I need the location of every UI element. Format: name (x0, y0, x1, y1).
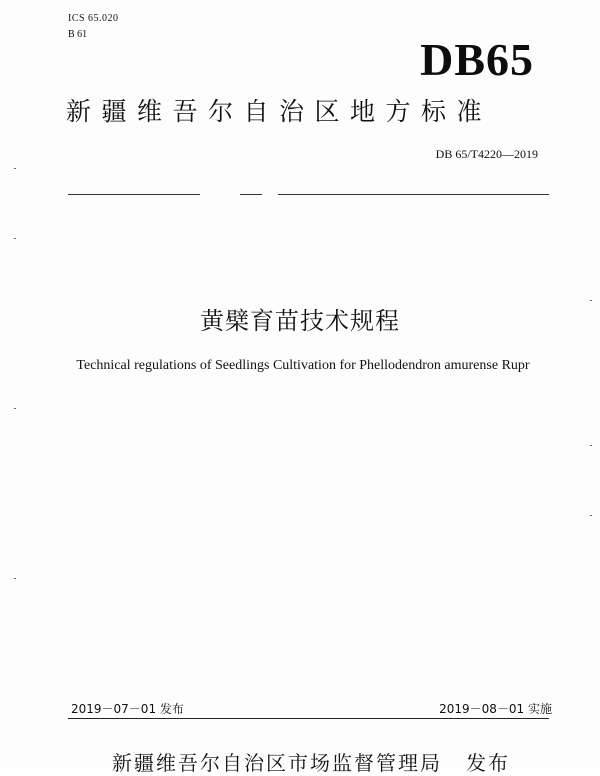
standard-number: DB 65/T4220—2019 (435, 147, 538, 161)
scan-artifact (590, 515, 592, 516)
organization-title: 新疆维吾尔自治区地方标准 (66, 97, 493, 126)
standard-logo: DB65 (420, 34, 534, 85)
footer-divider (68, 718, 549, 719)
divider-gap (262, 191, 278, 197)
publisher-name: 新疆维吾尔自治区市场监督管理局 (112, 751, 442, 775)
ccs-code: B 61 (68, 29, 88, 40)
scan-artifact (14, 168, 16, 169)
header-divider (68, 194, 549, 195)
issue-date: 2019－07－01 发布 (71, 702, 184, 716)
scan-artifact (590, 300, 592, 301)
scan-artifact (14, 578, 16, 579)
publish-action: 发布 (466, 751, 510, 775)
scan-artifact (14, 408, 16, 409)
divider-gap (200, 191, 240, 197)
ics-code: ICS 65.020 (68, 13, 119, 24)
scan-artifact (590, 445, 592, 446)
publisher-line (112, 750, 510, 776)
scan-artifact (14, 238, 16, 239)
document-title-cn: 黄檗育苗技术规程 (200, 307, 400, 335)
implementation-date: 2019－08－01 实施 (439, 702, 552, 716)
document-title-en: Technical regulations of Seedlings Cultivation for Phellodendron amurense Rupr (76, 358, 530, 373)
